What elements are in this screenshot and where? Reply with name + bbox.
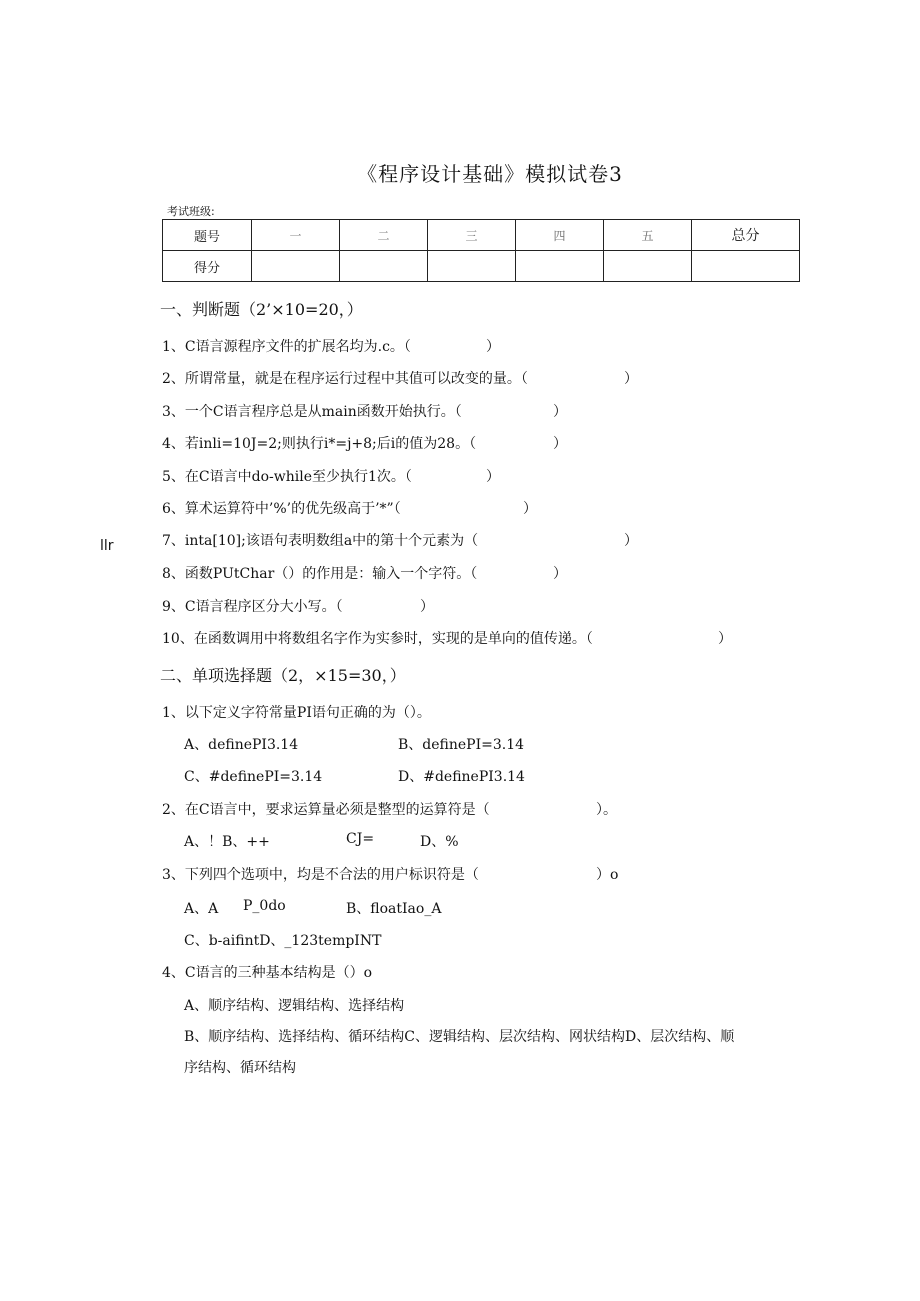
- score-cell-label: 题号: [163, 220, 252, 251]
- score-col-2: 二: [340, 220, 428, 251]
- score-cell-empty: [692, 251, 800, 282]
- choice-option: D、#definePI3.14: [398, 769, 525, 785]
- judge-question: 8、函数PUtChar（）的作用是：输入一个字符。（: [162, 566, 478, 582]
- section1-heading: 一、判断题（2’×10=20，）: [160, 300, 363, 319]
- choice-option: B、顺序结构、选择结构、循环结构C、逻辑结构、层次结构、网状结构D、层次结构、顺: [184, 1029, 735, 1045]
- choice-option: C、b-aifintD、_123tempINT: [184, 933, 382, 949]
- judge-answer-close: ）: [486, 469, 500, 485]
- exam-class-label: 考试班级:: [167, 205, 215, 218]
- judge-question: 5、在C语言中do-while至少执行1次。（: [162, 469, 412, 485]
- judge-question: 4、若inli=10J=2;则执行i*=j+8;后i的值为28。（: [162, 436, 477, 452]
- choice-option: A、A: [184, 901, 219, 917]
- choice-question-2: 2、在C语言中，要求运算量必须是整型的运算符是（: [162, 802, 490, 818]
- choice-question-4: 4、C语言的三种基本结构是（）o: [162, 965, 373, 981]
- choice-option: A、！B、++: [184, 834, 270, 850]
- judge-answer-close: ）: [624, 371, 638, 387]
- choice-answer-close: ）。: [596, 802, 617, 818]
- score-table-header-row: [163, 220, 800, 251]
- judge-question: 1、C语言源程序文件的扩展名均为.c。（: [162, 339, 411, 355]
- margin-mark: llr: [100, 538, 114, 554]
- exam-title: 《程序设计基础》模拟试卷3: [357, 162, 623, 186]
- score-col-total: 总分: [692, 220, 800, 251]
- score-cell-empty: [252, 251, 340, 282]
- choice-option: CJ=: [346, 831, 375, 847]
- score-cell-empty: [604, 251, 692, 282]
- score-cell-empty: [516, 251, 604, 282]
- score-table-score-row: [163, 251, 800, 282]
- judge-answer-close: ）: [553, 436, 567, 452]
- score-cell-empty: [428, 251, 516, 282]
- choice-option: B、floatIao_A: [346, 901, 442, 917]
- score-col-5: 五: [604, 220, 692, 251]
- score-table: [162, 219, 800, 282]
- choice-option: D、%: [420, 834, 459, 850]
- judge-question: 2、所谓常量，就是在程序运行过程中其值可以改变的量。（: [162, 371, 528, 387]
- judge-answer-close: ）: [420, 599, 434, 615]
- judge-question: 6、算术运算符中’%’的优先级高于’*”（: [162, 501, 401, 517]
- judge-question: 9、C语言程序区分大小写。（: [162, 599, 343, 615]
- choice-option: A、顺序结构、逻辑结构、选择结构: [184, 998, 405, 1014]
- score-col-3: 三: [428, 220, 516, 251]
- judge-answer-close: ）: [486, 339, 500, 355]
- choice-answer-close: ）o: [596, 867, 619, 883]
- score-col-4: 四: [516, 220, 604, 251]
- choice-question-1: 1、以下定义字符常量PI语句正确的为（）。: [162, 705, 431, 721]
- choice-option: B、definePI=3.14: [398, 737, 525, 753]
- section2-heading: 二、单项选择题（2，×15=30，）: [160, 666, 406, 685]
- choice-option: A、definePI3.14: [184, 737, 299, 753]
- judge-answer-close: ）: [523, 501, 537, 517]
- score-col-1: 一: [252, 220, 340, 251]
- judge-question: 3、一个C语言程序总是从main函数开始执行。（: [162, 404, 462, 420]
- judge-question: 7、inta[10];该语句表明数组a中的第十个元素为（: [162, 533, 479, 549]
- judge-answer-close: ）: [553, 404, 567, 420]
- score-cell-empty: [340, 251, 428, 282]
- choice-question-3: 3、下列四个选项中，均是不合法的用户标识符是（: [162, 867, 479, 883]
- choice-option: C、#definePI=3.14: [184, 769, 323, 785]
- choice-option: P_0do: [243, 898, 286, 914]
- judge-question: 10、在函数调用中将数组名字作为实参时，实现的是单向的值传递。（: [162, 631, 593, 647]
- judge-answer-close: ）: [718, 631, 732, 647]
- score-row-label: 得分: [163, 251, 252, 282]
- judge-answer-close: ）: [553, 566, 567, 582]
- choice-option: 序结构、循环结构: [184, 1060, 296, 1076]
- judge-answer-close: ）: [624, 533, 638, 549]
